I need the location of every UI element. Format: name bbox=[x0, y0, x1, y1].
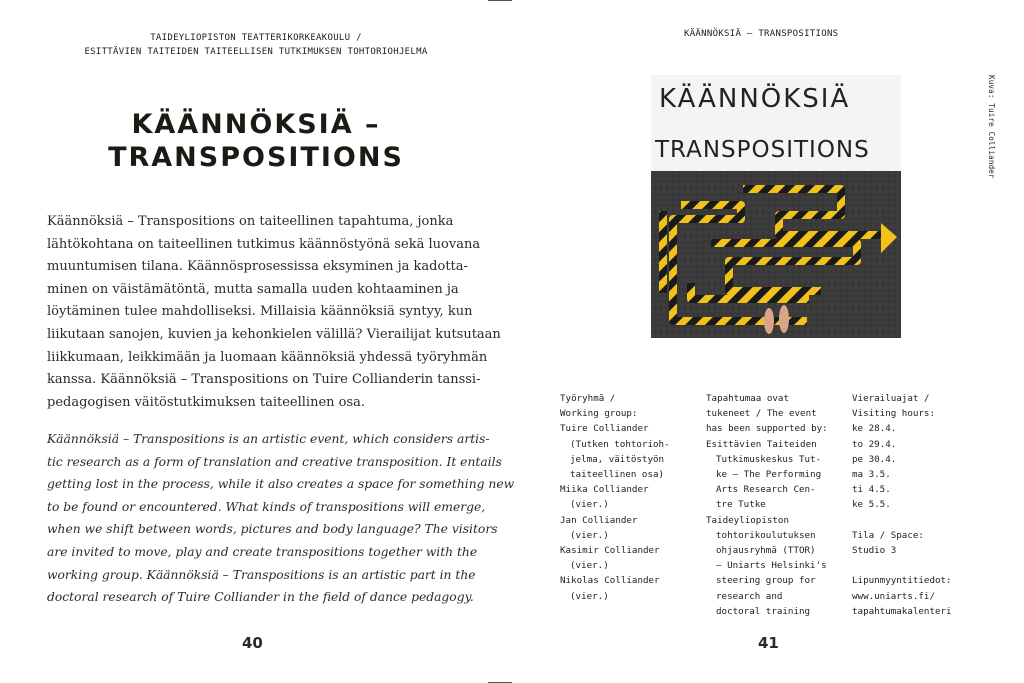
member-name: Nikolas Colliander bbox=[560, 575, 660, 587]
supporter-line: tohtorikoulutuksen bbox=[716, 529, 816, 541]
body-line: liikutaan sanojen, kuvien ja kehonkielen välillä? Vierailijat kutsutaan bbox=[47, 326, 501, 342]
supporter-line: tre Tutke bbox=[716, 499, 766, 511]
working-group-column bbox=[560, 391, 670, 604]
supporter-line: Taideyliopiston bbox=[706, 514, 789, 526]
body-line: getting lost in the process, while it also creates a space for something new bbox=[47, 477, 515, 492]
handwriting-svg bbox=[651, 75, 901, 171]
tape-path-svg bbox=[651, 171, 901, 338]
supporter-line: Esittävien Taiteiden bbox=[706, 438, 817, 450]
column-heading: Working group: bbox=[560, 408, 638, 420]
column-heading: Visiting hours: bbox=[852, 408, 935, 420]
body-line: pedagogisen väitöstutkimuksen taiteellinen osa. bbox=[47, 394, 366, 410]
page-number: 41 bbox=[758, 634, 779, 652]
tickets-label: Lipunmyyntitiedot: bbox=[852, 575, 952, 587]
supporters-column bbox=[706, 391, 828, 619]
space-value: Studio 3 bbox=[852, 545, 897, 557]
member-detail: taiteellinen osa) bbox=[570, 469, 665, 481]
column-heading: Vierailuajat / bbox=[852, 393, 930, 404]
member-name: Jan Colliander bbox=[560, 514, 638, 526]
photo-credit bbox=[984, 75, 998, 185]
crop-mark bbox=[488, 0, 512, 1]
body-line: liikkumaan, leikkimään ja luomaan käännöksiä yhdessä työryhmän bbox=[47, 349, 488, 365]
visiting-date: ke 28.4. bbox=[852, 423, 897, 435]
supporter-line: ohjausryhmä (TTOR) bbox=[716, 545, 816, 557]
page-title bbox=[40, 108, 472, 174]
visiting-hours-column bbox=[852, 391, 952, 619]
body-line: when we shift between words, pictures and body language? The visitors bbox=[47, 522, 498, 537]
body-line: to be found or encountered. What kinds of transpositions will emerge, bbox=[47, 499, 486, 514]
body-line: kanssa. Käännöksiä – Transpositions on Tuire Collianderin tanssi- bbox=[47, 372, 481, 388]
supporter-line: doctoral training bbox=[716, 605, 811, 617]
member-name: Miika Colliander bbox=[560, 484, 649, 496]
title-line: TRANSPOSITIONS bbox=[108, 142, 404, 173]
member-name: Kasimir Colliander bbox=[560, 545, 660, 557]
body-text-english bbox=[47, 428, 515, 609]
title-line: KÄÄNNÖKSIÄ – bbox=[131, 109, 381, 140]
supporter-line: has been supported by: bbox=[706, 423, 828, 435]
body-line: lähtökohtana on taiteellinen tutkimus käännöstyönä sekä luovana bbox=[47, 236, 481, 252]
right-page-header: KÄÄNNÖKSIÄ – TRANSPOSITIONS bbox=[684, 29, 839, 39]
column-heading: Työryhmä / bbox=[560, 393, 616, 404]
supporter-line: steering group for bbox=[716, 575, 816, 587]
supporter-line: tukeneet / The event bbox=[706, 408, 817, 420]
left-page-header bbox=[40, 31, 472, 59]
event-photo bbox=[651, 75, 901, 338]
supporter-line: – Uniarts Helsinki's bbox=[716, 560, 827, 572]
right-page bbox=[512, 0, 1024, 683]
body-line: doctoral research of Tuire Colliander in the field of dance pedagogy. bbox=[47, 590, 474, 605]
page-number: 40 bbox=[242, 634, 263, 652]
body-line: minen on väistämätöntä, mutta samalla uuden kohtaaminen ja bbox=[47, 281, 459, 297]
body-line: Käännöksiä – Transpositions is an artistic event, which considers artis- bbox=[47, 432, 490, 446]
member-detail: (vier.) bbox=[570, 590, 609, 602]
member-detail: (vier.) bbox=[570, 499, 609, 511]
body-line: are invited to move, play and create transpositions together with the bbox=[47, 544, 478, 559]
supporter-line: ke – The Performing bbox=[716, 469, 822, 481]
body-line: tic research as a form of translation and creative transposition. It entails bbox=[47, 454, 502, 469]
visiting-date: to 29.4. bbox=[852, 438, 897, 450]
visiting-date: ma 3.5. bbox=[852, 469, 891, 481]
visiting-date: ti 4.5. bbox=[852, 484, 891, 496]
tickets-link[interactable]: www.uniarts.fi/ bbox=[852, 590, 935, 602]
supporter-line: Tutkimuskeskus Tut- bbox=[716, 453, 822, 465]
handwriting-line: KÄÄNNÖKSIÄ bbox=[659, 84, 851, 114]
member-detail: jelma, väitöstyön bbox=[570, 453, 665, 465]
body-line: working group. Käännöksiä – Transpositions is an artistic part in the bbox=[47, 567, 476, 582]
supporter-line: Tapahtumaa ovat bbox=[706, 393, 789, 404]
member-detail: (vier.) bbox=[570, 560, 609, 572]
header-line: ESITTÄVIEN TAITEIDEN TAITEELLISEN TUTKIMUKSEN TOHTORIOHJELMA bbox=[84, 47, 428, 57]
member-name: Tuire Colliander bbox=[560, 423, 649, 435]
body-text-finnish bbox=[47, 211, 501, 414]
member-detail: (vier.) bbox=[570, 529, 609, 541]
visiting-date: ke 5.5. bbox=[852, 499, 891, 511]
handwriting-line: TRANSPOSITIONS bbox=[655, 137, 870, 163]
supporter-line: research and bbox=[716, 590, 783, 602]
space-label: Tila / Space: bbox=[852, 529, 924, 541]
supporter-line: Arts Research Cen- bbox=[716, 484, 816, 496]
floor-with-tape bbox=[651, 171, 901, 338]
body-line: muuntumisen tilana. Käännösprosessissa eksyminen ja kadotta- bbox=[47, 259, 468, 275]
photo-credit-text: Kuva: Tuire Colliander bbox=[987, 75, 996, 179]
tickets-link[interactable]: tapahtumakalenteri bbox=[852, 605, 952, 617]
handwritten-sign bbox=[651, 75, 901, 171]
visiting-date: pe 30.4. bbox=[852, 453, 897, 465]
body-line: Käännöksiä – Transpositions on taiteellinen tapahtuma, jonka bbox=[47, 214, 454, 229]
member-detail: (Tutken tohtorioh- bbox=[570, 438, 670, 450]
body-line: löytäminen tulee mahdolliseksi. Millaisia käännöksiä syntyy, kun bbox=[47, 304, 473, 320]
header-line: TAIDEYLIOPISTON TEATTERIKORKEAKOULU / bbox=[150, 33, 362, 43]
